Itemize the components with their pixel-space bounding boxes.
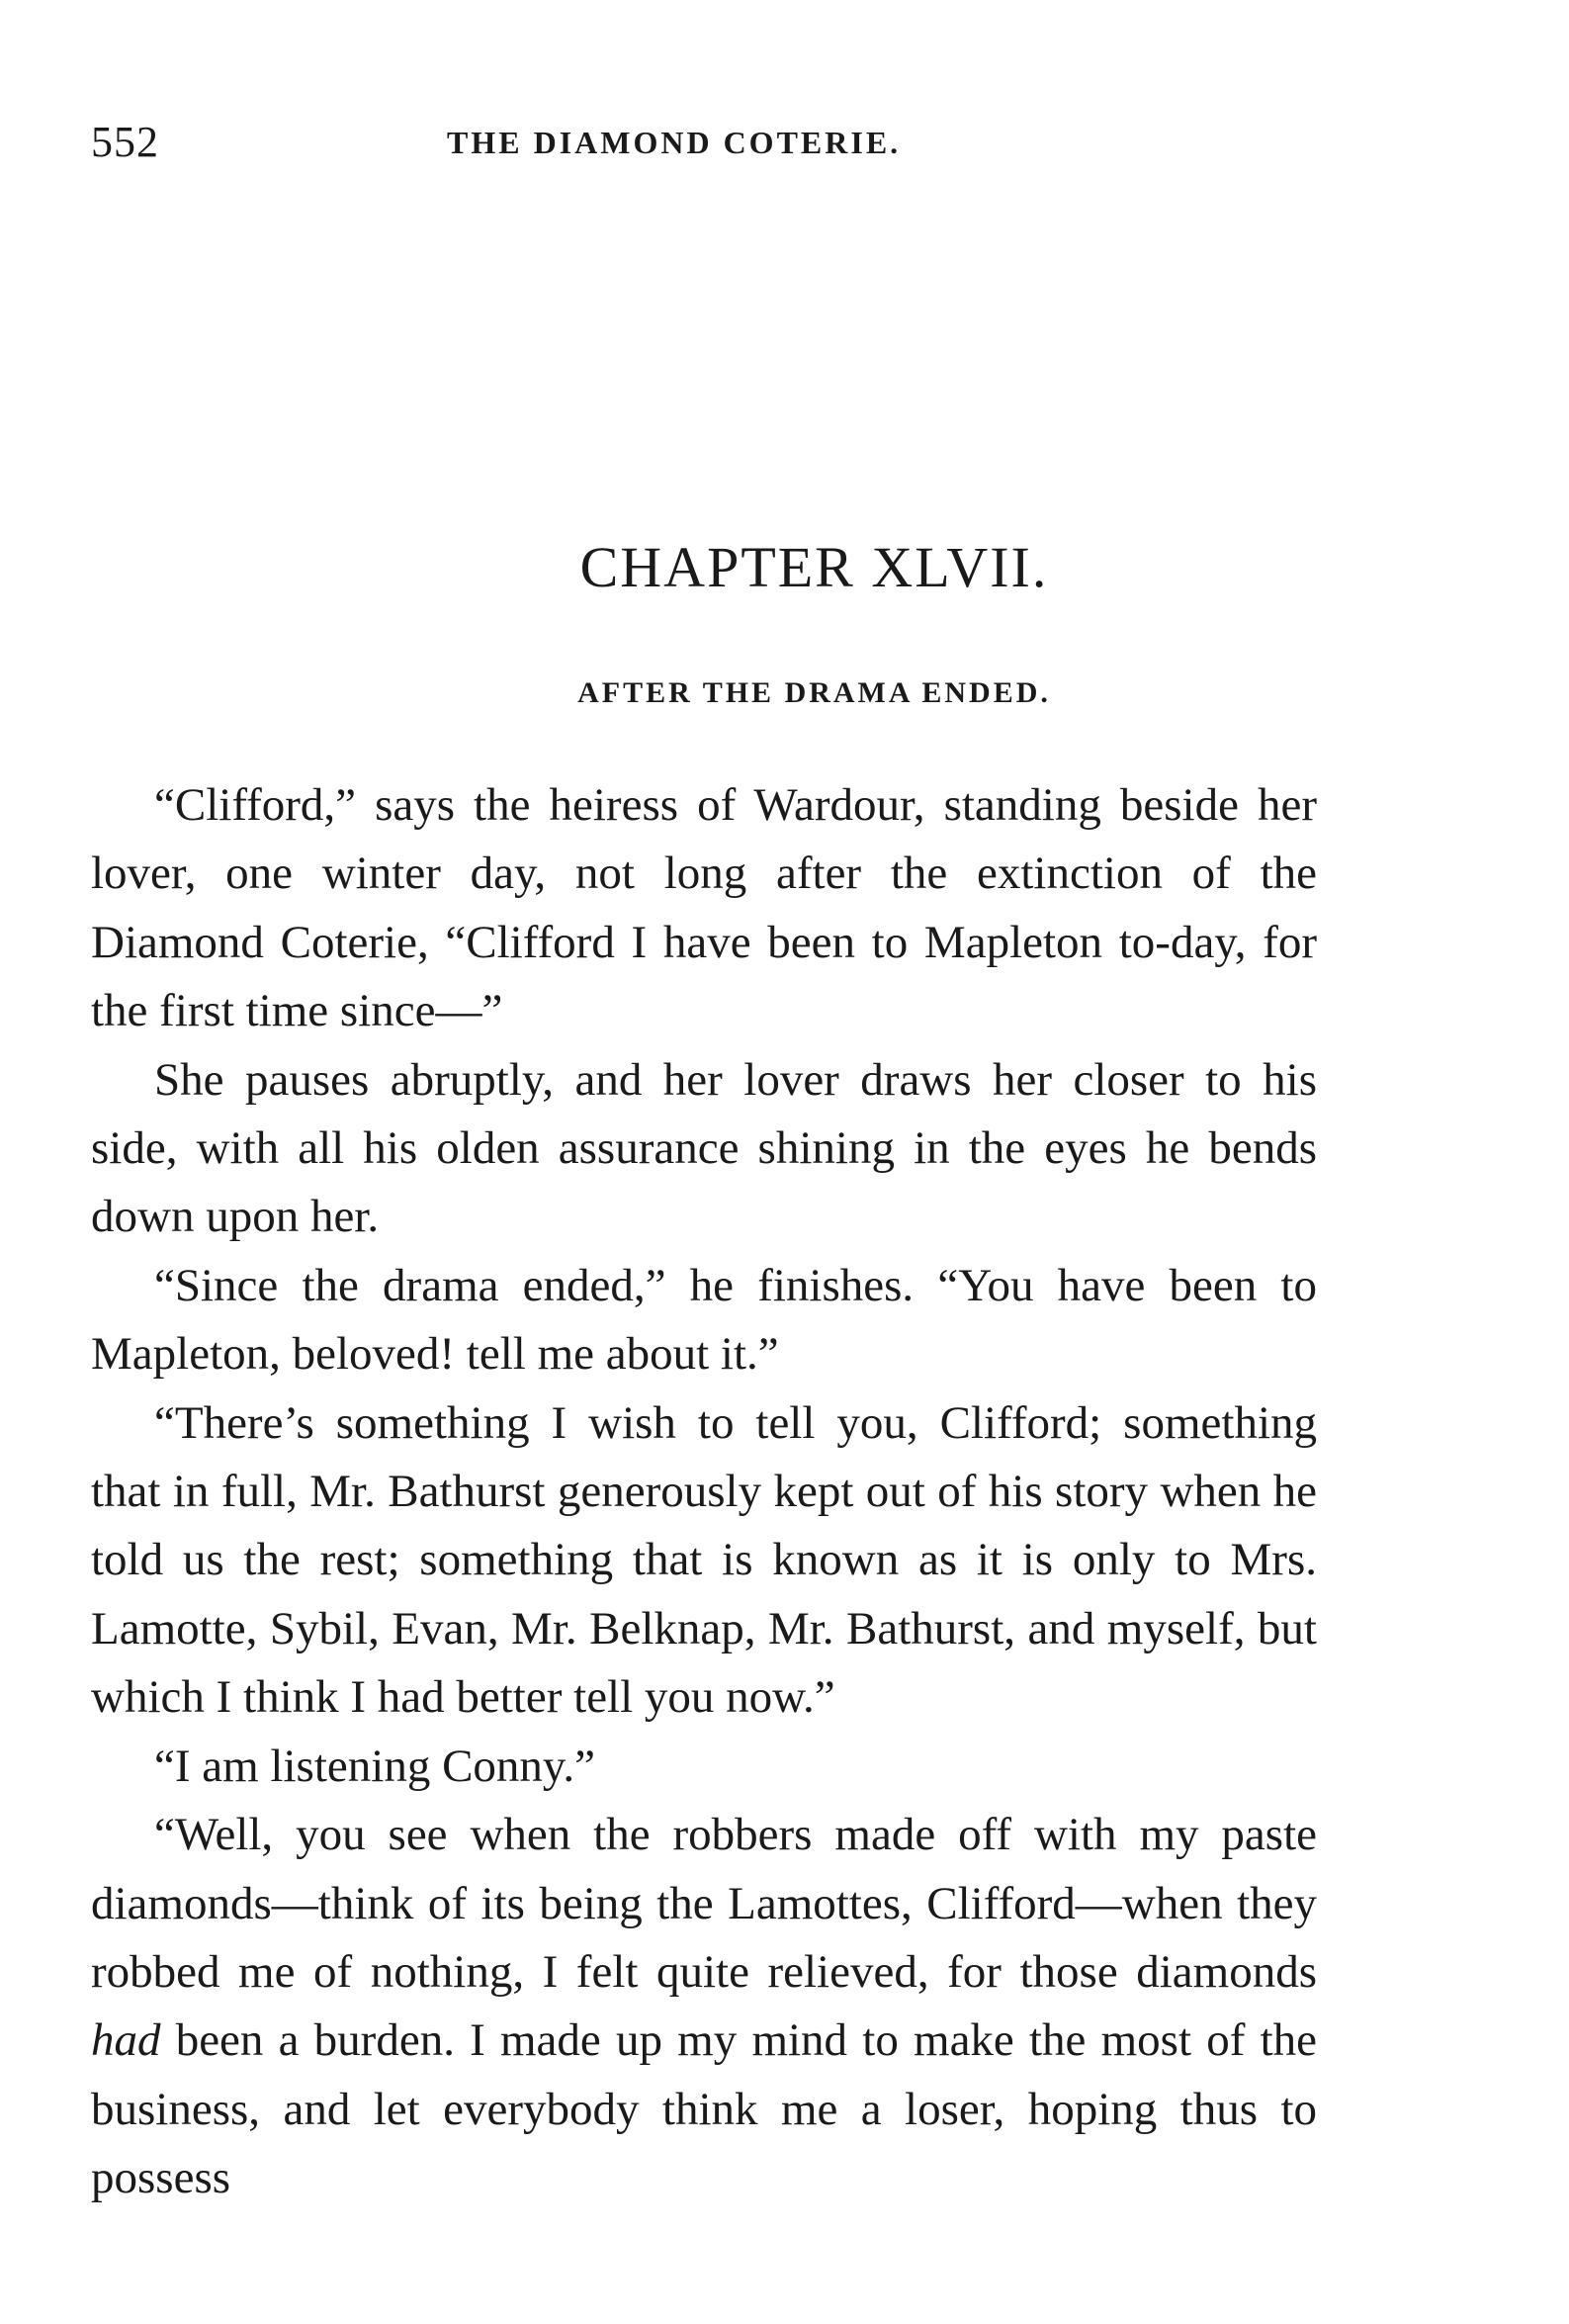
paragraph-6-end: been a burden. I made up my mind to make the most of the business, and let everybody think me a loser, hoping thus to possess bbox=[91, 2014, 1317, 2204]
paragraph-6 bbox=[91, 1801, 1317, 2212]
paragraph-6-start: “Well, you see when the robbers made off with my paste diamonds—think of its being the Lamottes, Clifford—when they robbed me of nothing, I felt quite relieved, for those diamonds bbox=[91, 1809, 1317, 1998]
running-title: THE DIAMOND COTERIE. bbox=[447, 125, 902, 160]
paragraph-1: “Clifford,” says the heiress of Wardour, standing beside her lover, one winter day, not long after the extinction of the Diamond Coterie, “Clifford I have been to Mapleton to-day, for the first time since—” bbox=[91, 779, 1317, 1037]
page-number: 552 bbox=[91, 118, 159, 166]
chapter-subtitle: AFTER THE DRAMA ENDED. bbox=[577, 676, 1051, 709]
paragraph-5: “I am listening Conny.” bbox=[154, 1740, 595, 1792]
emphasized-word: had bbox=[91, 2014, 161, 2067]
running-head bbox=[91, 117, 1317, 176]
chapter-title: CHAPTER XLVII. bbox=[579, 535, 1049, 599]
paragraph-2: She pauses abruptly, and her lover draws her closer to his side, with all his olden assurance shining in the eyes he bends down upon her. bbox=[91, 1053, 1317, 1243]
body-text bbox=[91, 771, 1317, 2213]
paragraph-3: “Since the drama ended,” he finishes. “You have been to Mapleton, beloved! tell me about it.” bbox=[91, 1259, 1317, 1381]
paragraph-4: “There’s something I wish to tell you, Clifford; something that in full, Mr. Bathurst generously kept out of his story when he told us the rest; something that is known as it is only to Mrs. Lamotte, Sybil, Evan, Mr. Belknap, Mr. Bathurst, and myself, but which I think I had better tell you now.” bbox=[91, 1396, 1317, 1724]
